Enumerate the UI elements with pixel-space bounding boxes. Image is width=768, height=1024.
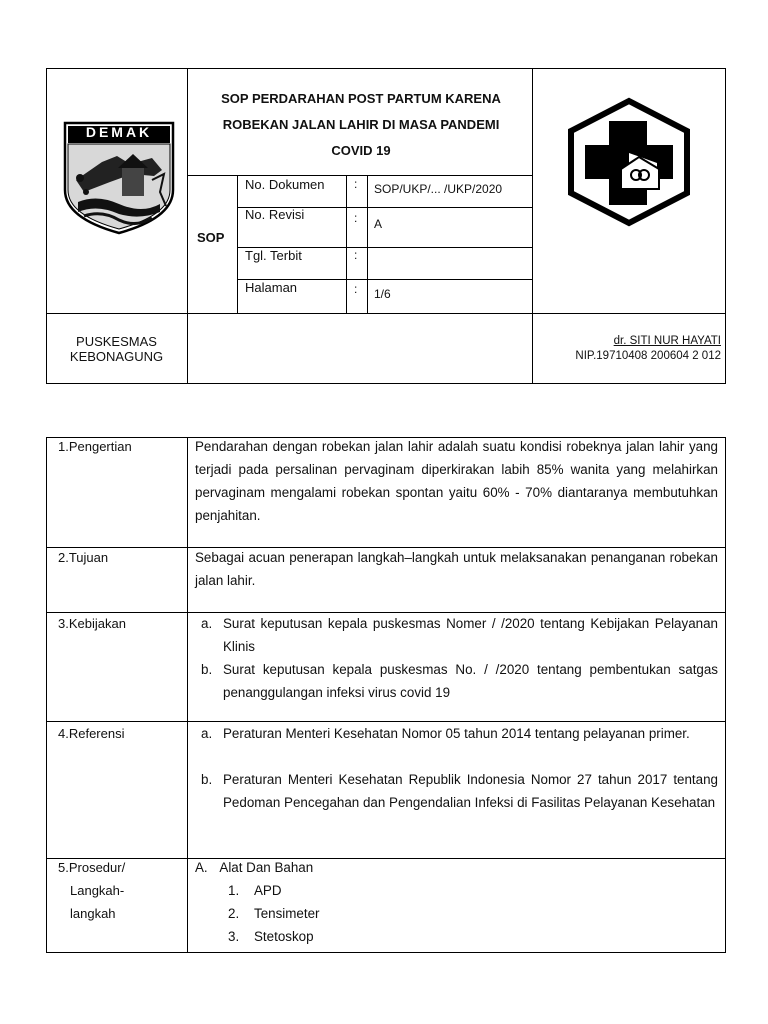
field-label-tgl-terbit: Tgl. Terbit [245,248,302,263]
numbered-list [228,879,320,948]
header-divider [46,313,726,314]
section-label-tujuan: 2.Tujuan [58,550,109,565]
header-divider [187,68,188,384]
subsection-heading [195,856,313,879]
list-item [228,925,320,948]
list-text: Peraturan Menteri Kesehatan Nomor 05 tahun 2014 tentang pelayanan primer. [223,726,690,741]
section-text-tujuan: Sebagai acuan penerapan langkah–langkah untuk melaksanakan penanganan robekan jalan lahir. [195,550,718,588]
header-divider [187,175,533,176]
header-divider [346,175,347,313]
list-marker: b. [201,772,213,787]
list-item [228,879,320,902]
label-line: Langkah- [70,883,125,898]
field-colon: : [354,248,358,262]
section-label-prosedur [58,856,125,925]
field-label-no-dokumen: No. Dokumen [245,177,325,192]
list-item [201,612,718,658]
label-line: 5.Prosedur/ [58,860,126,875]
section-text-pengertian: Pendarahan dengan robekan jalan lahir adalah suatu kondisi robeknya jalan lahir yang terjadi pada persalinan pervaginam diperkirakan labih 85% wanita yang melahirkan pervaginam mengalami robekan spontan yaitu 60% - 70% diantaranya membutuhkan penjahitan. [195,439,718,523]
title-line: ROBEKAN JALAN LAHIR DI MASA PANDEMI [222,117,500,132]
subsection-marker: A. [195,860,208,875]
sop-label: SOP [197,230,225,245]
list-number: 2. [228,906,240,921]
title-line: SOP PERDARAHAN POST PARTUM KARENA [221,91,501,106]
field-value-no-dokumen: SOP/UKP/... /UKP/2020 [374,182,503,196]
section-label-referensi: 4.Referensi [58,726,125,741]
list-text: APD [254,883,282,898]
header-divider [367,175,368,313]
list-item [228,902,320,925]
list-text: Stetoskop [254,929,314,944]
signature-block [533,334,721,364]
field-colon: : [354,282,358,296]
section-label-pengertian: 1.Pengertian [58,439,132,454]
list-item [201,768,718,814]
list-number: 1. [228,883,240,898]
list-text: Peraturan Menteri Kesehatan Republik Indonesia Nomor 27 tahun 2017 tentang Pedoman Pencegahan dan Pengendalian Infeksi di Fasilitas Pelayanan Kesehatan [223,772,718,810]
puskesmas-logo [565,97,693,227]
subsection-title: Alat Dan Bahan [219,860,314,875]
list-text: Surat keputusan kepala puskesmas Nomer / /2020 tentang Kebijakan Pelayanan Klinis [223,616,718,654]
list-number: 3. [228,929,240,944]
puskesmas-name [46,334,187,364]
field-label-halaman: Halaman [245,280,298,295]
document-title [190,86,532,164]
title-line: COVID 19 [331,143,391,158]
row-divider [46,858,726,859]
field-value-no-revisi: A [374,217,383,231]
list-item [201,722,718,745]
field-value-halaman: 1/6 [374,287,391,301]
list-marker: a. [201,616,213,631]
list-marker: a. [201,726,213,741]
field-colon: : [354,211,358,225]
org-line: KEBONAGUNG [69,349,164,364]
list-text: Surat keputusan kepala puskesmas No. / /2020 tentang pembentukan satgas penanggulangan infeksi virus covid 19 [223,662,718,700]
header-divider [237,175,238,313]
logo-text: DEMAK [85,124,153,140]
field-label-no-revisi: No. Revisi [245,207,305,222]
org-line: PUSKESMAS [76,334,157,349]
list-text: Tensimeter [254,906,320,921]
table-divider [187,437,188,953]
section-label-kebijakan: 3.Kebijakan [58,616,126,631]
list-marker: b. [201,662,213,677]
list-item [201,658,718,704]
field-colon: : [354,177,358,191]
signer-nip: NIP.19710408 200604 2 012 [575,350,721,362]
signer-name: dr. SITI NUR HAYATI [613,335,721,347]
label-line: langkah [70,906,116,921]
